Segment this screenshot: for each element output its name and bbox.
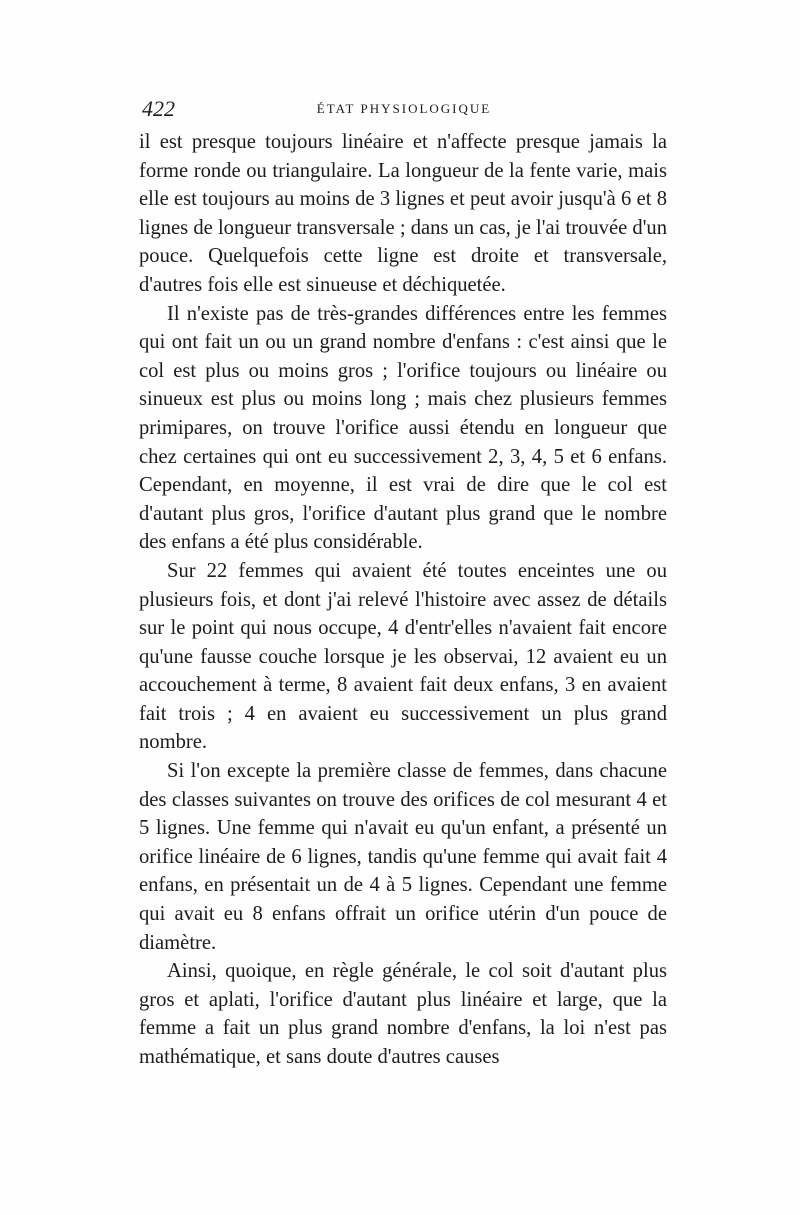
running-head: ÉTAT PHYSIOLOGIQUE (316, 101, 492, 116)
paragraph: il est presque toujours linéaire et n'affecte presque jamais la forme ronde ou triangulaire. La longueur de la fente varie, mais elle est toujours au moins de 3 lignes et peut avoir jusqu'à 6 et 8 lignes de longueur transversale ; dans un cas, je l'ai trouvée d'un pouce. Quelquefois cette ligne est droite et transversale, d'autres fois elle est sinueuse et déchiquetée. (139, 131, 667, 296)
paragraph: Si l'on excepte la première classe de femmes, dans chacune des classes suivantes on trouve des orifices de col mesurant 4 et 5 lignes. Une femme qui n'avait eu qu'un enfant, a présenté un orifice linéaire de 6 lignes, tandis qu'une femme qui avait fait 4 enfans, en présentait un de 4 à 5 lignes. Cependant une femme qui avait eu 8 enfans offrait un orifice utérin d'un pouce de diamètre. (139, 760, 667, 954)
paragraph: Sur 22 femmes qui avaient été toutes enceintes une ou plusieurs fois, et dont j'ai relevé l'histoire avec assez de détails sur le point qui nous occupe, 4 d'entr'elles n'avaient fait encore qu'une fausse couche lorsque je les observai, 12 avaient eu un accouchement à terme, 8 avaient fait deux enfans, 3 en avaient fait trois ; 4 en avaient eu successivement un plus grand nombre. (139, 559, 667, 754)
page-body (139, 128, 667, 1072)
paragraph: Il n'existe pas de très-grandes différences entre les femmes qui ont fait un ou un grand nombre d'enfans : c'est ainsi que le col est plus ou moins gros ; l'orifice toujours ou linéaire ou sinueux est plus ou moins long ; mais chez plusieurs femmes primipares, on trouve l'orifice aussi étendu en longueur que chez certaines qui ont eu successivement 2, 3, 4, 5 et 6 enfans. Cependant, en moyenne, il est vrai de dire que le col est d'autant plus gros, l'orifice d'autant plus grand que le nombre des enfans a été plus considérable. (139, 302, 667, 554)
paragraph: Ainsi, quoique, en règle générale, le col soit d'autant plus gros et aplati, l'orifice d'autant plus linéaire et large, que la femme a fait un plus grand nombre d'enfans, la loi n'est pas mathématique, et sans doute d'autres causes (139, 960, 667, 1068)
page-header (142, 96, 666, 122)
page-number: 422 (142, 96, 175, 121)
